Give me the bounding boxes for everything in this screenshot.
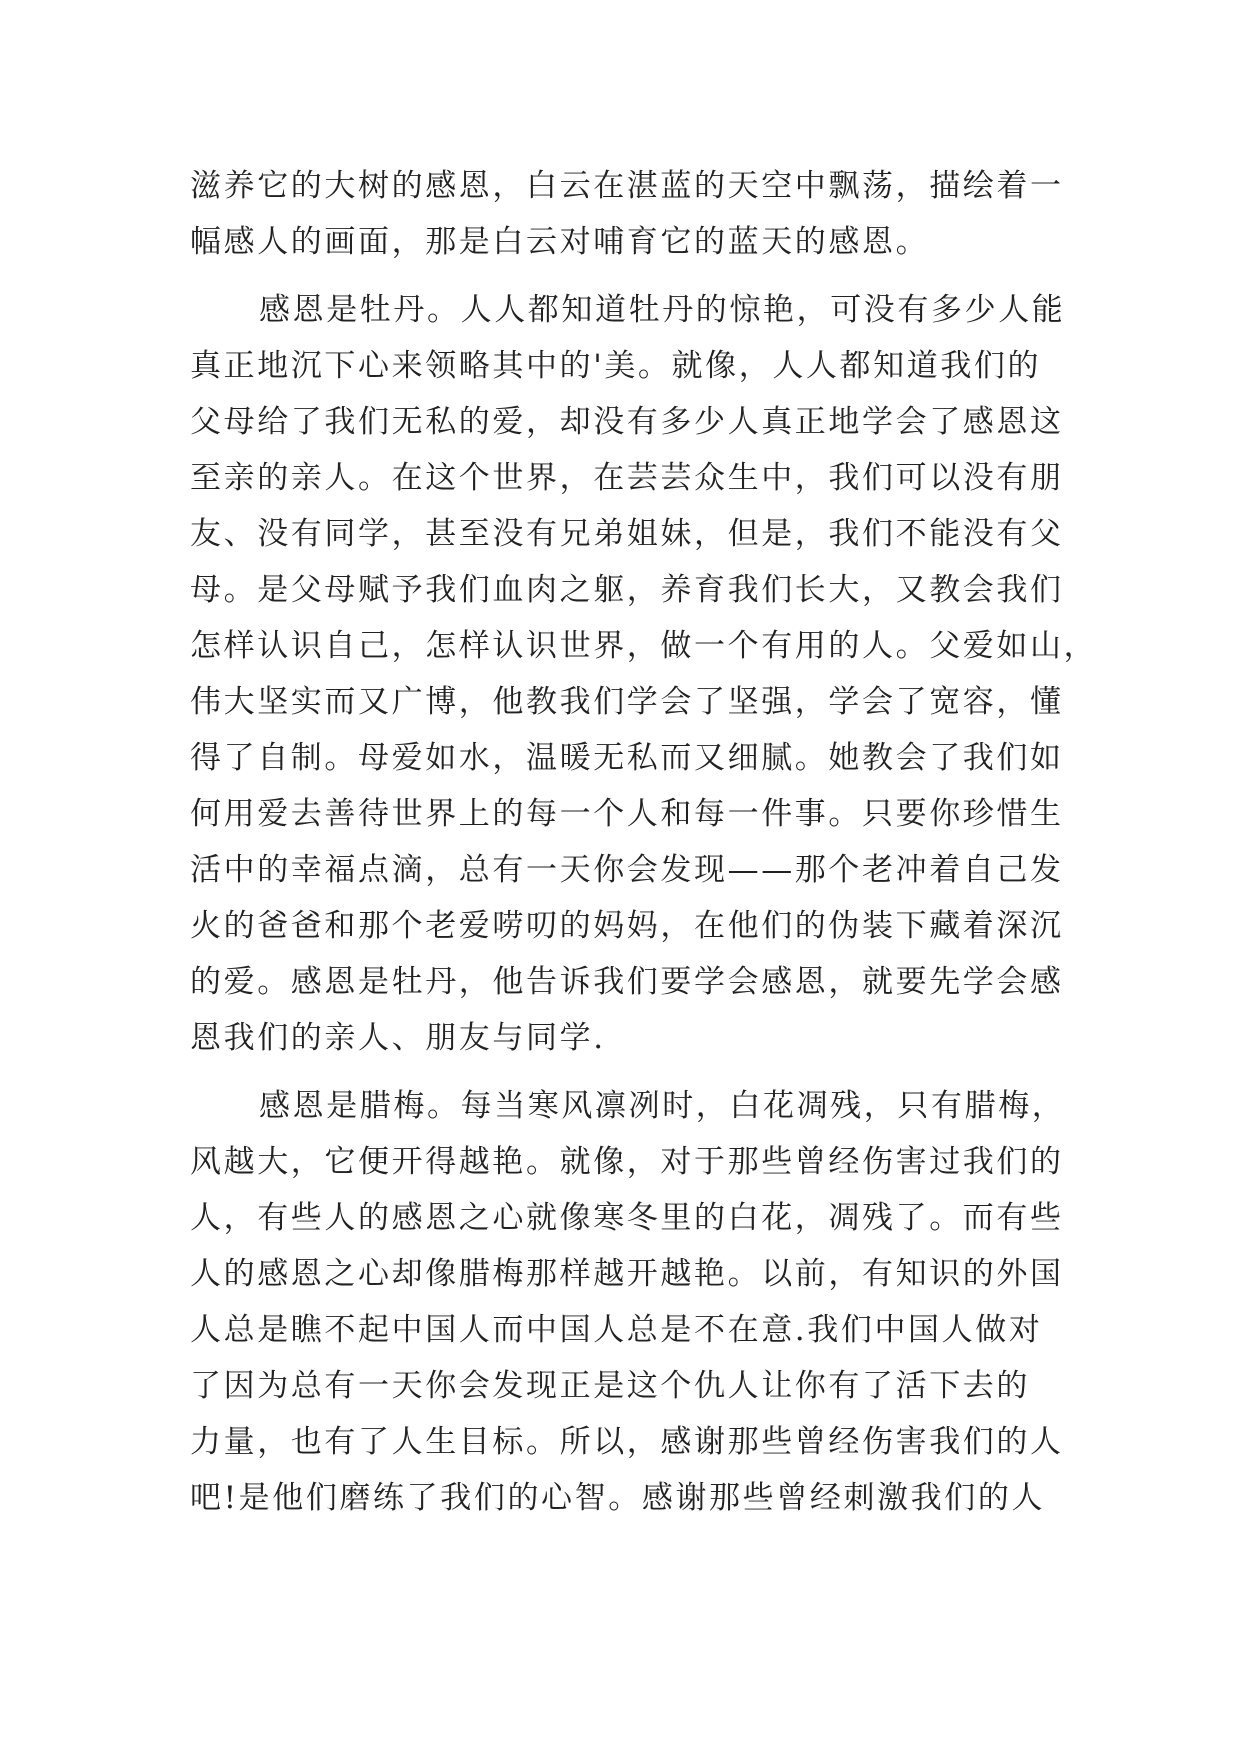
text-line: 得了自制。母爱如水，温暖无私而又细腻。她教会了我们如 <box>190 740 1064 776</box>
text-line: 恩我们的亲人、朋友与同学. <box>190 1020 606 1056</box>
text-line: 人，有些人的感恩之心就像寒冬里的白花，凋残了。而有些 <box>190 1200 1064 1236</box>
text-line: 火的爸爸和那个老爱唠叨的妈妈，在他们的伪装下藏着深沉 <box>190 908 1064 944</box>
text-line: 至亲的亲人。在这个世界，在芸芸众生中，我们可以没有朋 <box>190 460 1064 496</box>
text-line: 幅感人的画面，那是白云对哺育它的蓝天的感恩。 <box>190 224 930 260</box>
text-line: 母。是父母赋予我们血肉之躯，养育我们长大，又教会我们 <box>190 572 1064 608</box>
text-line: 何用爱去善待世界上的每一个人和每一件事。只要你珍惜生 <box>190 796 1064 832</box>
text-line: 滋养它的大树的感恩，白云在湛蓝的天空中飘荡，描绘着一 <box>190 168 1064 204</box>
text-line: 真正地沉下心来领略其中的'美。就像，人人都知道我们的 <box>190 348 1042 384</box>
text-line: 活中的幸福点滴，总有一天你会发现——那个老冲着自己发 <box>190 852 1064 888</box>
text-line: 人的感恩之心却像腊梅那样越开越艳。以前，有知识的外国 <box>190 1256 1064 1292</box>
text-line: 人总是瞧不起中国人而中国人总是不在意.我们中国人做对 <box>190 1312 1043 1348</box>
text-line: 了因为总有一天你会发现正是这个仇人让你有了活下去的 <box>190 1368 1030 1404</box>
text-line: 伟大坚实而又广博，他教我们学会了坚强，学会了宽容，懂 <box>190 684 1064 720</box>
paragraph-start-line: 感恩是腊梅。每当寒风凛冽时，白花凋残，只有腊梅， <box>259 1088 1066 1124</box>
body-text <box>190 158 1098 1526</box>
paragraph-start-line: 感恩是牡丹。人人都知道牡丹的惊艳，可没有多少人能 <box>259 292 1066 328</box>
text-line: 怎样认识自己，怎样认识世界，做一个有用的人。父爱如山， <box>190 628 1098 664</box>
text-line: 力量，也有了人生目标。所以，感谢那些曾经伤害我们的人 <box>190 1424 1064 1460</box>
text-line: 吧!是他们磨练了我们的心智。感谢那些曾经刺激我们的人 <box>190 1480 1046 1516</box>
text-line: 友、没有同学，甚至没有兄弟姐妹，但是，我们不能没有父 <box>190 516 1064 552</box>
text-line: 风越大，它便开得越艳。就像，对于那些曾经伤害过我们的 <box>190 1144 1064 1180</box>
text-line: 父母给了我们无私的爱，却没有多少人真正地学会了感恩这 <box>190 404 1064 440</box>
text-line: 的爱。感恩是牡丹，他告诉我们要学会感恩，就要先学会感 <box>190 964 1064 1000</box>
